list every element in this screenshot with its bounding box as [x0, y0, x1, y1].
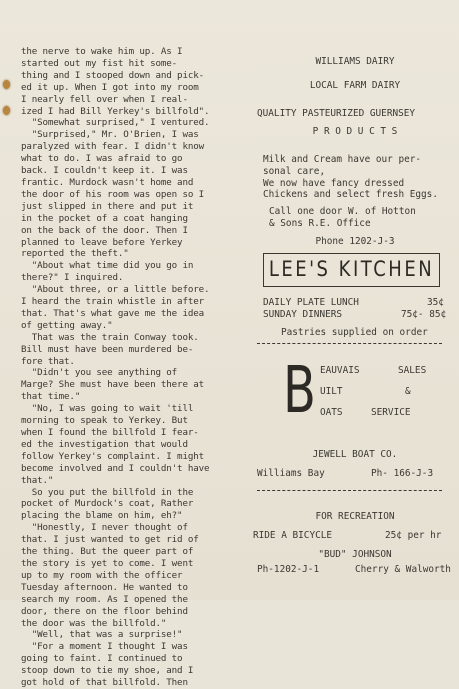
story-line: That was the train Conway took.	[21, 331, 199, 343]
story-line: frantic. Murdock wasn't home and	[21, 176, 194, 188]
story-line: of getting away."	[21, 319, 113, 331]
beauvais-word: UILT	[320, 386, 343, 397]
story-line: placing the blame on him, eh?"	[21, 510, 183, 522]
story-line: the nerve to wake him up. As I	[21, 46, 183, 57]
binder-hole	[3, 106, 10, 115]
story-line: pocket of Murdock's coat, Rather	[21, 498, 194, 510]
dairy-subtitle: LOCAL FARM DAIRY	[309, 80, 401, 91]
story-line: "For a moment I thought I was	[21, 641, 188, 653]
story-line: stoop down to tie my shoe, and I	[21, 665, 194, 677]
location-line: & Sons R.E. Office	[269, 217, 371, 229]
recreation-heading: FOR RECREATION	[315, 511, 395, 522]
story-line: Bill must have been murdered be-	[21, 343, 194, 355]
dairy-body-line: Milk and Cream have our per-	[263, 154, 422, 165]
dairy-body	[263, 154, 438, 201]
location-line: Call one door W. of Hotton	[269, 206, 416, 217]
story-line: on the back of the door. Then I	[21, 224, 188, 236]
story-line: in the pocket of a coat hanging	[21, 212, 188, 224]
story-line: that. That's what gave me the idea	[21, 307, 204, 319]
story-line: just slipped in there and put it	[21, 200, 194, 212]
beauvais-right: SERVICE	[371, 407, 411, 418]
story-line: So you put the billfold in the	[21, 486, 194, 498]
dairy-products: P R O D U C T S	[312, 126, 398, 137]
beauvais-right: &	[405, 386, 411, 397]
divider	[257, 343, 442, 344]
story-line: that. I just wanted to get rid of	[21, 534, 199, 546]
story-line: the story is yet to come. I went	[21, 557, 194, 569]
story-line: "Surprised," Mr. O'Brien, I was	[21, 129, 199, 141]
boat-name: JEWELL BOAT CO.	[312, 449, 398, 460]
story-line: door, there on the floor behind	[21, 605, 188, 617]
beauvais-word: EAUVAIS	[320, 365, 360, 376]
story-line: Tuesday afternoon. He wanted to	[21, 581, 188, 593]
story-line: that."	[21, 474, 54, 486]
bud-address: Cherry & Walworth	[355, 564, 451, 575]
story-line: ed the investigation that would	[21, 438, 188, 450]
story-line: there?" I inquired.	[21, 272, 124, 284]
dairy-phone: Phone 1202-J-3	[315, 236, 395, 247]
divider	[257, 490, 442, 491]
story-line: paralyzed with fear. I didn't know	[21, 141, 204, 153]
beauvais-word: OATS	[320, 407, 343, 418]
story-line: got hold of that billfold. Then	[21, 677, 188, 689]
beauvais-initial: B	[283, 354, 316, 428]
story-line: started out my fist hit some-	[21, 57, 178, 69]
story-line: going to faint. I continued to	[21, 653, 183, 665]
story-line: back. I couldn't keep it. I was	[21, 165, 188, 177]
boat-place: Williams Bay	[257, 468, 325, 479]
binder-hole	[3, 80, 10, 89]
dairy-body-line: sonal care,	[263, 165, 326, 177]
dairy-name: WILLIAMS DAIRY	[315, 56, 395, 67]
daily-price: 35¢	[427, 297, 444, 308]
boat-phone: Ph- 166-J-3	[371, 468, 434, 479]
sunday-dinners: SUNDAY DINNERS	[263, 309, 343, 320]
story-line: "About three, or a little before.	[21, 284, 210, 296]
story-line: ed it up. When I got into my room	[21, 81, 199, 93]
story-line: "About what time did you go in	[21, 260, 194, 272]
story-line: search my room. As I opened the	[21, 593, 188, 605]
story-line: up to my room with the officer	[21, 569, 183, 581]
bicycle-line: RIDE A BICYCLE	[253, 530, 333, 541]
story-line: "Well, that was a surprise!"	[21, 629, 183, 641]
story-line: become involved and I couldn't have	[21, 462, 210, 474]
story-line: what to do. I was afraid to go	[21, 153, 183, 165]
beauvais-right: SALES	[398, 365, 427, 376]
story-line: "Honestly, I never thought of	[21, 522, 188, 534]
story-line: thing and I stooped down and pick-	[21, 69, 204, 81]
story-line: planned to leave before Yerkey	[21, 236, 183, 248]
story-line: that time."	[21, 391, 81, 403]
story-line: morning to speak to Yerkey. But	[21, 415, 188, 427]
story-line: I heard the train whistle in after	[21, 296, 204, 308]
story-line: reported the theft."	[21, 248, 129, 260]
story-column	[21, 46, 253, 689]
story-line: ized I had Bill Yerkey's billfold".	[21, 105, 210, 117]
dairy-body-line: Chickens and select fresh Eggs.	[263, 189, 438, 201]
bud-johnson: "BUD" JOHNSON	[318, 549, 392, 560]
story-line: fore that.	[21, 355, 75, 367]
kitchen-sign	[263, 253, 440, 287]
story-line: "No, I was going to wait 'till	[21, 403, 194, 415]
story-line: the thing. But the queer part of	[21, 546, 194, 558]
story-line: the door of his room was open so I	[21, 188, 204, 200]
story-line: when I found the billfold I fear-	[21, 427, 199, 438]
dairy-body-line: We now have fancy dressed	[263, 177, 405, 189]
dairy-quality: QUALITY PASTEURIZED GUERNSEY	[257, 108, 416, 119]
story-line: follow Yerkey's complaint. I might	[21, 450, 204, 462]
pastries-note: Pastries supplied on order	[281, 327, 428, 338]
kitchen-name: LEE'S KITCHEN	[268, 256, 435, 283]
dairy-location	[269, 206, 416, 230]
story-line: the door was the billfold."	[21, 617, 167, 629]
bud-phone: Ph-1202-J-1	[257, 564, 320, 575]
sunday-price: 75¢- 85¢	[401, 309, 447, 320]
story-line: Marge? She must have been there at	[21, 379, 204, 391]
bicycle-price: 25¢ per hr	[385, 530, 442, 541]
story-line: "Didn't you see anything of	[21, 367, 178, 379]
daily-plate: DAILY PLATE LUNCH	[263, 297, 359, 308]
story-line: "Somewhat surprised," I ventured.	[21, 117, 210, 129]
story-line: I nearly fell over when I real-	[21, 93, 188, 105]
